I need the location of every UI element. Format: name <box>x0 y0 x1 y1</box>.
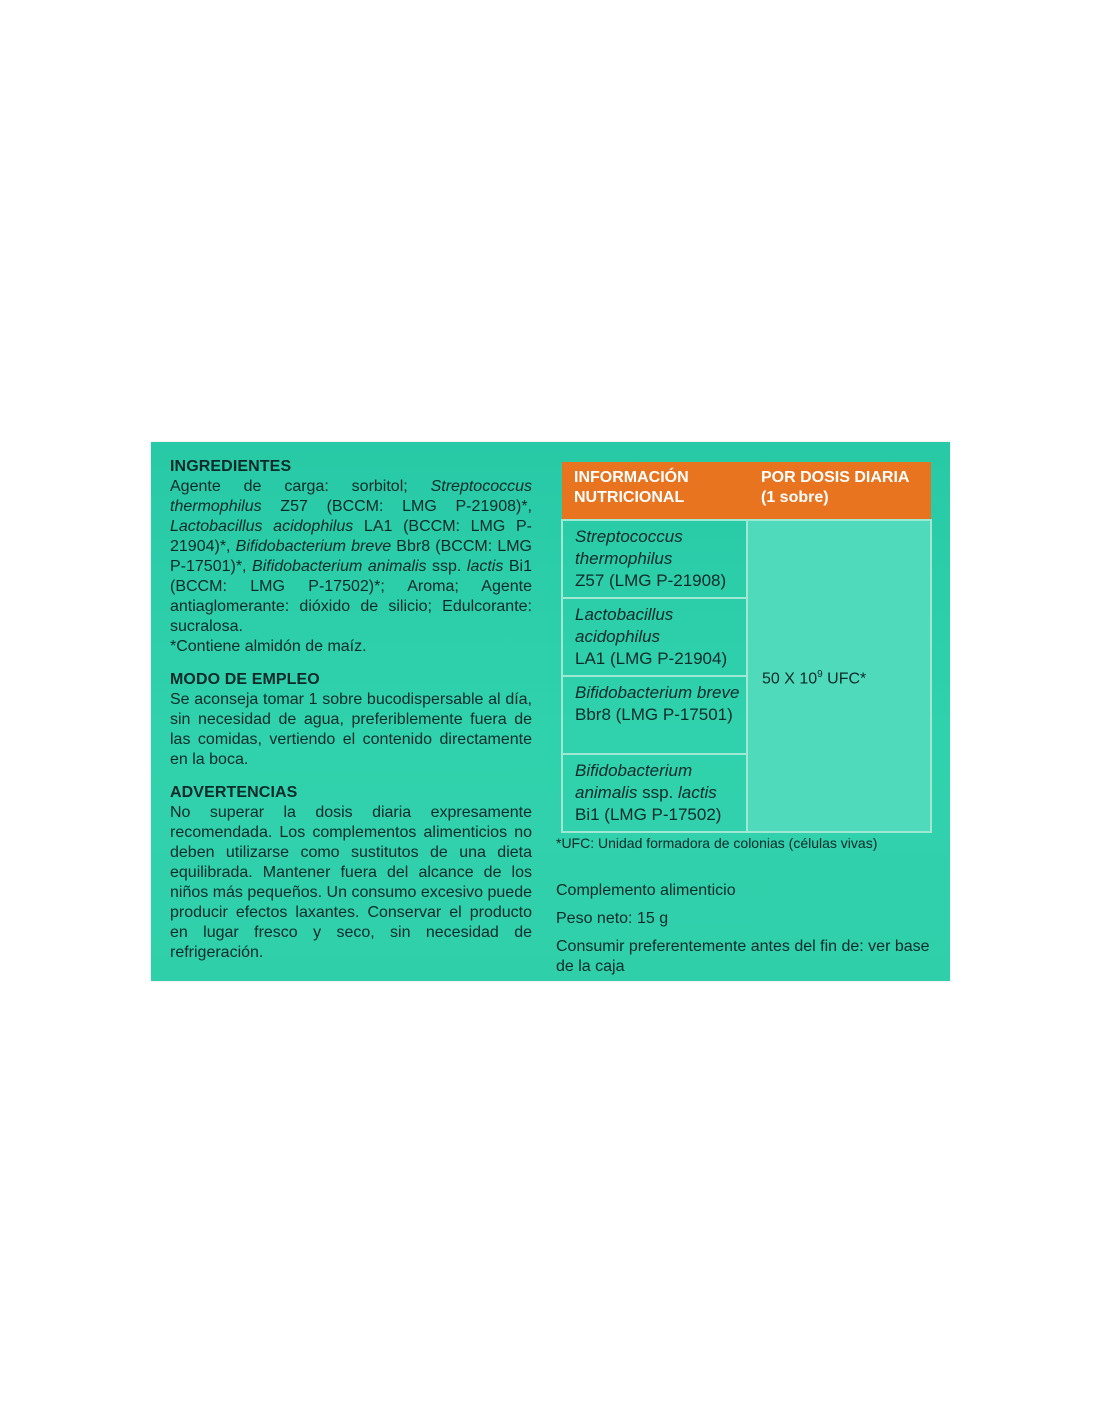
usage-section <box>170 671 532 770</box>
dose-value-unit: UFC* <box>822 670 867 688</box>
nutrition-header-row <box>562 462 931 520</box>
nutrition-header-info: INFORMACIÓN NUTRICIONAL <box>562 462 747 520</box>
strain-name: Lactobacillus acidophilus <box>575 605 674 646</box>
net-weight: Peso neto: 15 g <box>556 910 669 927</box>
dose-value-exponent: 9 <box>817 668 823 680</box>
ingredients-seg3: Z57 (BCCM: LMG P-21908)*, <box>261 498 532 515</box>
ingredients-seg7: Bbr8 (BCCM: LMG P-17501)*, <box>170 538 533 575</box>
right-column <box>556 462 930 985</box>
strain-code: LA1 (LMG P-21904) <box>575 649 728 668</box>
strain-cell <box>562 598 747 676</box>
ingredients-text <box>170 477 532 637</box>
table-row <box>562 520 931 598</box>
ingredients-seg9: ssp. <box>426 558 467 575</box>
warnings-text: No superar la dosis diaria expresamente recomendada. Los complementos alimenticios no deben utilizarse como sustitutos de una dieta equilibrada. Mantener fuera del alcance de los niños más pequeños. Un consumo excesivo puede producir efectos laxantes. Conservar el producto en lugar fresco y seco, sin necesidad de refrigeración. <box>170 804 532 961</box>
left-column <box>170 458 532 977</box>
ingredients-seg5: LA1 (BCCM: LMG P-21904)*, <box>170 518 533 555</box>
nutrition-table <box>561 462 932 833</box>
strain-cell <box>562 754 747 832</box>
strain-cell <box>562 676 747 754</box>
ingredients-seg2: Streptococcus thermophilus <box>170 478 532 515</box>
strain-name: Bifidobacterium animalis <box>575 761 693 802</box>
strain-code: Bi1 (LMG P-17502) <box>575 805 722 824</box>
ufc-footnote: *UFC: Unidad formadora de colonias (células vivas) <box>556 835 878 851</box>
ingredients-seg6: Bifidobacterium breve <box>235 538 392 555</box>
dose-value-base: 50 X 10 <box>762 670 818 688</box>
strain-name: Bifidobacterium breve <box>575 683 740 702</box>
ingredients-seg11: Bi1 (BCCM: LMG P-17502)*; Aroma; Agente antiaglomerante: dióxido de silicio; Edulcorante: sucralosa. <box>170 558 532 635</box>
warnings-section <box>170 784 532 963</box>
usage-title: MODO DE EMPLEO <box>170 671 320 688</box>
ingredients-section <box>170 458 532 657</box>
product-type: Complemento alimenticio <box>556 882 736 899</box>
strain-name-subspecies: lactis <box>677 783 717 802</box>
strain-name-ssp: ssp. <box>637 783 678 802</box>
strain-code: Z57 (LMG P-21908) <box>575 571 727 590</box>
ingredients-seg10: lactis <box>466 558 504 575</box>
ingredients-seg1: Agente de carga: sorbitol; <box>170 478 431 495</box>
ingredients-note: *Contiene almidón de maíz. <box>170 638 367 655</box>
product-info <box>556 881 930 977</box>
strain-name: Streptococcus thermophilus <box>575 527 683 568</box>
strain-cell <box>562 520 747 598</box>
ingredients-title: INGREDIENTES <box>170 458 292 475</box>
package-back-panel <box>151 442 950 981</box>
dose-value-cell <box>747 520 931 832</box>
ingredients-seg8: Bifidobacterium animalis <box>252 558 427 575</box>
usage-text: Se aconseja tomar 1 sobre bucodispersable al día, sin necesidad de agua, preferiblemente fuera de las comidas, vertiendo el contenido directamente en la boca. <box>170 691 532 768</box>
warnings-title: ADVERTENCIAS <box>170 784 298 801</box>
nutrition-header-dose: POR DOSIS DIARIA (1 sobre) <box>747 462 931 520</box>
strain-code: Bbr8 (LMG P-17501) <box>575 705 733 724</box>
ingredients-seg4: Lactobacillus acidophilus <box>170 518 354 535</box>
expiry-text: Consumir preferentemente antes del fin de: ver base de la caja <box>556 938 930 975</box>
